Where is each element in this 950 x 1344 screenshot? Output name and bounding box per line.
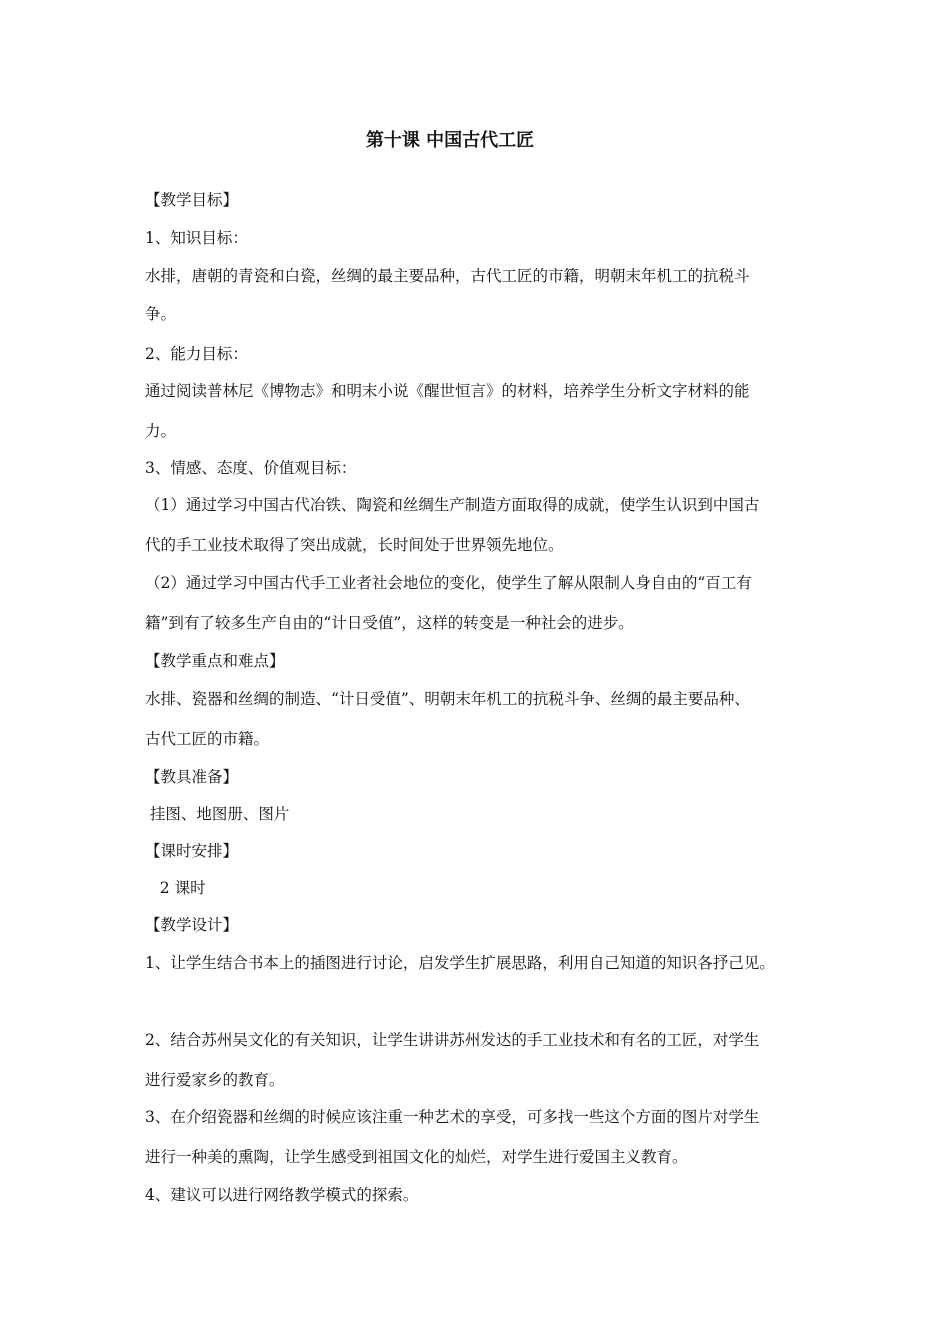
paragraph-line: 籍”到有了较多生产自由的“计日受值”，这样的转变是一种社会的进步。 bbox=[145, 614, 634, 632]
subheading-ability-goals: 2、能力目标： bbox=[145, 345, 248, 363]
section-heading-schedule: 【课时安排】 bbox=[145, 842, 239, 860]
section-heading-teaching-aids: 【教具准备】 bbox=[145, 768, 239, 786]
paragraph-line: 进行爱家乡的教育。 bbox=[145, 1071, 285, 1089]
paragraph-line: （2）通过学习中国古代手工业者社会地位的变化，使学生了解从限制人身自由的“百工有 bbox=[145, 574, 752, 592]
section-heading-key-points: 【教学重点和难点】 bbox=[145, 652, 285, 670]
page-title: 第十课 中国古代工匠 bbox=[365, 130, 535, 151]
schedule-hours: 2 课时 bbox=[145, 879, 206, 897]
paragraph-line: 争。 bbox=[145, 305, 177, 323]
paragraph-line: 3、在介绍瓷器和丝绸的时候应该注重一种艺术的享受，可多找一些这个方面的图片对学生 bbox=[145, 1108, 760, 1126]
teaching-aids-list: 挂图、地图册、图片 bbox=[145, 805, 290, 823]
subheading-knowledge-goals: 1、知识目标： bbox=[145, 229, 248, 247]
paragraph-line: 力。 bbox=[145, 422, 177, 440]
paragraph-line: 水排，唐朝的青瓷和白瓷，丝绸的最主要品种，古代工匠的市籍，明朝末年机工的抗税斗 bbox=[145, 267, 750, 285]
paragraph-line: （1）通过学习中国古代冶铁、陶瓷和丝绸生产制造方面取得的成就，使学生认识到中国古 bbox=[145, 496, 760, 514]
paragraph-line: 古代工匠的市籍。 bbox=[145, 730, 270, 748]
subheading-values-goals: 3、情感、态度、价值观目标： bbox=[145, 459, 357, 477]
paragraph-line: 2、结合苏州吴文化的有关知识，让学生讲讲苏州发达的手工业技术和有名的工匠，对学生 bbox=[145, 1031, 760, 1049]
paragraph-line: 进行一种美的熏陶，让学生感受到祖国文化的灿烂，对学生进行爱国主义教育。 bbox=[145, 1148, 688, 1166]
paragraph-line: 4、建议可以进行网络教学模式的探索。 bbox=[145, 1186, 419, 1204]
paragraph-line: 通过阅读普林尼《博物志》和明末小说《醒世恒言》的材料，培养学生分析文字材料的能 bbox=[145, 382, 750, 400]
paragraph-line: 水排、瓷器和丝绸的制造、“计日受值”、明朝末年机工的抗税斗争、丝绸的最主要品种、 bbox=[145, 690, 750, 708]
paragraph-line: 代的手工业技术取得了突出成就，长时间处于世界领先地位。 bbox=[145, 536, 564, 554]
section-heading-teaching-goals: 【教学目标】 bbox=[145, 191, 239, 209]
section-heading-teaching-design: 【教学设计】 bbox=[145, 916, 239, 934]
paragraph-line: 1、让学生结合书本上的插图进行讨论，启发学生扩展思路，利用自己知道的知识各抒己见。 bbox=[145, 954, 775, 972]
